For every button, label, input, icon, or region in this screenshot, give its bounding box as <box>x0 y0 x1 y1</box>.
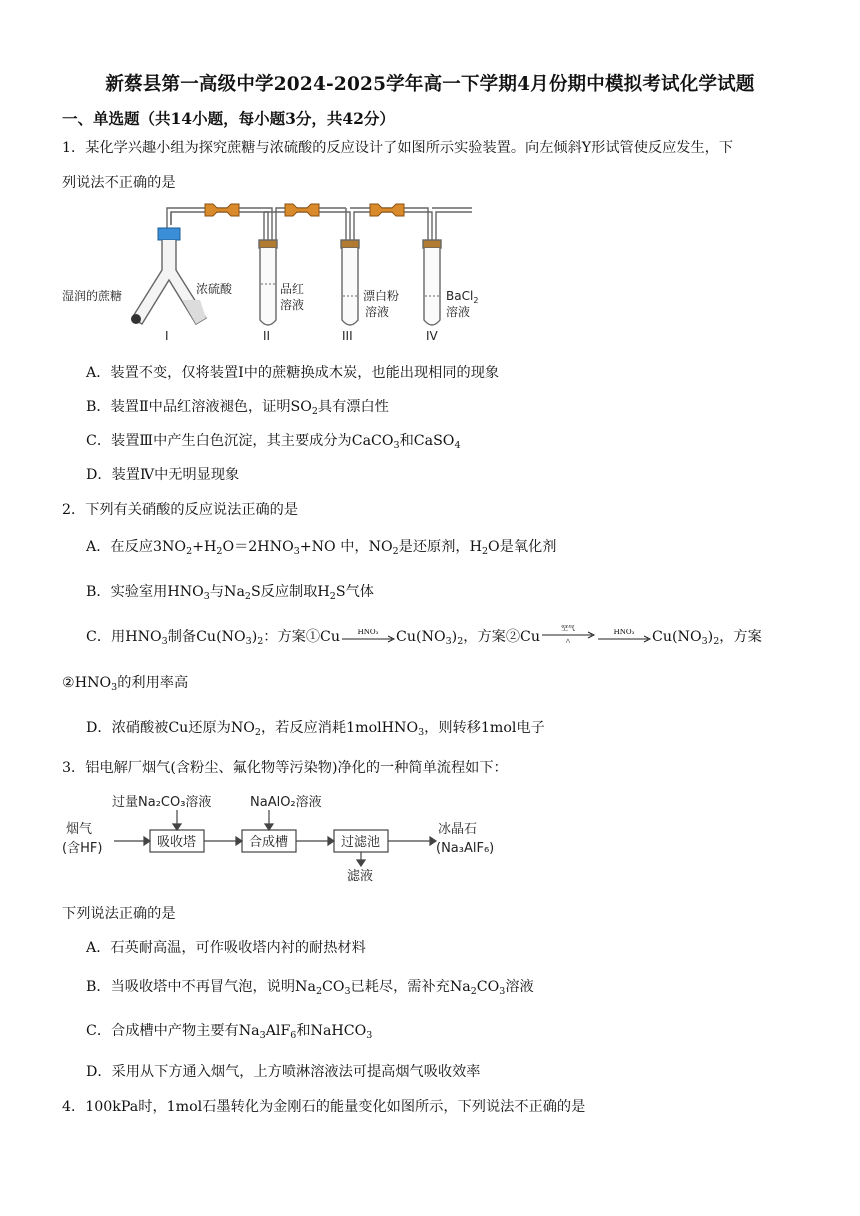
q3-option-d: D．采用从下方通入烟气，上方喷淋溶液法可提高烟气吸收效率 <box>86 1064 481 1080</box>
label-magenta-solution-1: 品红 <box>280 282 305 296</box>
reaction-arrow-2 <box>540 625 596 643</box>
rubber-joints <box>205 204 404 216</box>
q1-stem-line2: 列说法不正确的是 <box>62 175 176 191</box>
label-bacl2-solution-2: 溶液 <box>446 305 471 319</box>
flow-label-synthesis-tank: 合成槽 <box>249 835 289 850</box>
svg-text:空气: 空气 <box>561 625 576 632</box>
label-bleach-solution-2: 溶液 <box>365 305 390 319</box>
q1-option-d: D．装置Ⅳ中无明显现象 <box>86 467 240 483</box>
section-heading: 一、单选题（共14小题，每小题3分，共42分） <box>62 109 395 128</box>
q2-stem: 2．下列有关硝酸的反应说法正确的是 <box>62 502 299 518</box>
q1-stem-line1: 1．某化学兴趣小组为探究蔗糖与浓硫酸的反应设计了如图所示实验装置。向左倾斜Y形试管使反应发生，下 <box>62 140 734 156</box>
q3-option-b: B．当吸收塔中不再冒气泡，说明$Na_2CO_3$已耗尽，需补充$Na_2CO_3$溶液 <box>86 979 534 997</box>
flow-label-absorption-tower: 吸收塔 <box>157 835 197 850</box>
label-wet-sugar: 湿润的蔗糖 <box>62 289 123 303</box>
label-bleach-solution-1: 漂白粉 <box>363 289 400 303</box>
reaction-arrow-3 <box>596 629 652 643</box>
page-title: 新蔡县第一高级中学2024-2025学年高一下学期4月份期中模拟考试化学试题 <box>105 74 755 95</box>
q2-option-a: A．在反应$3NO_2+H_2O=2HNO_3+NO$ 中，$NO_2$是还原剂，$H_2O$是氧化剂 <box>86 539 557 557</box>
q3-stem-2: 下列说法正确的是 <box>62 906 176 922</box>
q2-option-c-continued: $②HNO_3$的利用率高 <box>62 675 189 693</box>
flow-output-cryolite: 冰晶石 <box>438 822 478 837</box>
label-bacl2-solution-1: BaCl$_2$ <box>446 289 479 305</box>
svg-text:HNO₃: HNO₃ <box>357 629 379 636</box>
reaction-arrow-1 <box>340 629 396 643</box>
q2-option-c: C．用$HNO_3$制备$Cu(NO_3)_2$：方案①Cu HNO₃ $Cu(NO_3)_2$，方案②Cu 空气 △ HNO₃ $Cu(NO_3)_2$，方案 <box>86 625 762 647</box>
flow-output-formula: (Na₃AlF₆) <box>436 841 495 856</box>
flow-input-na2co3: 过量Na₂CO₃溶液 <box>112 795 212 810</box>
q3-flow-diagram <box>60 788 520 888</box>
label-apparatus-III: III <box>342 329 353 343</box>
label-apparatus-II: II <box>263 329 271 343</box>
flow-filtrate: 滤液 <box>347 869 374 884</box>
flow-input-naalo2: NaAlO₂溶液 <box>250 795 322 810</box>
y-tube <box>131 228 206 324</box>
q2-option-d: D．浓硝酸被Cu还原为$NO_2$，若反应消耗1molHNO$_3$，则转移1mol电子 <box>86 720 545 738</box>
q3-option-a: A．石英耐高温，可作吸收塔内衬的耐热材料 <box>86 940 366 956</box>
label-apparatus-IV: IV <box>426 329 438 343</box>
svg-text:HNO₃: HNO₃ <box>613 629 635 636</box>
q3-option-c: C．合成槽中产物主要有$Na_3AlF_6$和NaHCO$_3$ <box>86 1023 373 1041</box>
flow-flue-gas-hf: (含HF) <box>62 841 103 856</box>
q1-option-a: A．装置不变，仅将装置I中的蔗糖换成木炭，也能出现相同的现象 <box>86 365 500 381</box>
label-magenta-solution-2: 溶液 <box>280 298 305 312</box>
flow-label-filter-tank: 过滤池 <box>341 835 381 850</box>
q4-stem: 4．100kPa时，1mol石墨转化为金刚石的能量变化如图所示，下列说法不正确的是 <box>62 1099 586 1115</box>
q2-option-b: B．实验室用$HNO_3$与$Na_2S$反应制取$H_2S$气体 <box>86 584 374 602</box>
q1-apparatus-figure <box>60 200 480 345</box>
flow-flue-gas: 烟气 <box>66 822 93 837</box>
q1-option-c: C．装置Ⅲ中产生白色沉淀，其主要成分为CaCO$_3$和CaSO$_4$ <box>86 433 461 451</box>
label-apparatus-I: I <box>165 329 169 343</box>
q3-stem: 3．铝电解厂烟气(含粉尘、氟化物等污染物)净化的一种简单流程如下： <box>62 760 508 776</box>
label-conc-sulfuric-acid: 浓硫酸 <box>196 282 233 296</box>
svg-text:△: △ <box>565 637 571 643</box>
q1-option-b: B．装置Ⅱ中品红溶液褪色，证明$SO_2$具有漂白性 <box>86 399 389 417</box>
